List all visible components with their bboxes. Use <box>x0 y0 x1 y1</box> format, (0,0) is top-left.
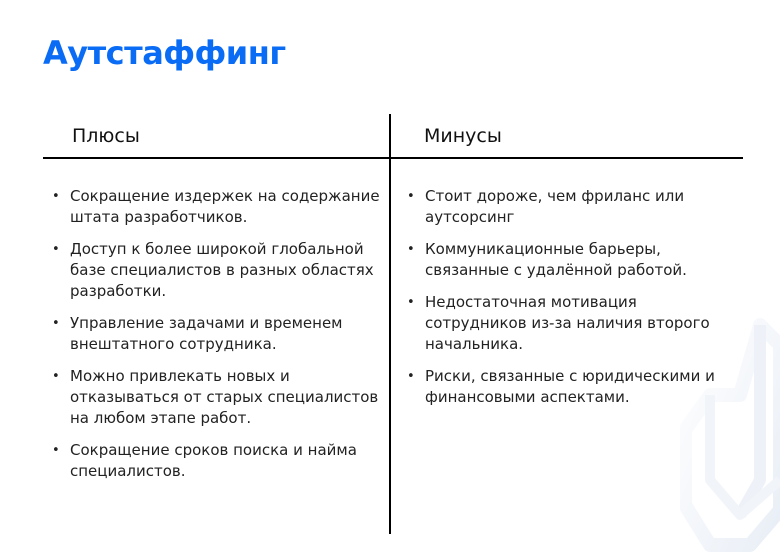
list-item: • Можно привлекать новых и отказываться от старых специалистов на любом этапе работ. <box>52 367 379 427</box>
page-title: Аутстаффинг <box>43 34 286 72</box>
list-item: • Коммуникационные барьеры, связанные с удалённой работой. <box>407 240 687 279</box>
cons-heading: Минусы <box>424 125 502 147</box>
header-divider <box>43 157 743 159</box>
list-item: • Сокращение издержек на содержание штата разработчиков. <box>52 187 380 226</box>
column-divider <box>389 114 391 534</box>
bullet-icon: • <box>407 369 415 384</box>
bullet-icon: • <box>52 316 60 331</box>
list-item: • Стоит дороже, чем фриланс или аутсорсинг <box>407 187 685 226</box>
bullet-icon: • <box>52 242 60 257</box>
bullet-icon: • <box>52 369 60 384</box>
bullet-icon: • <box>407 242 415 257</box>
pros-heading: Плюсы <box>72 125 140 147</box>
bullet-icon: • <box>52 189 60 204</box>
pros-list <box>52 186 382 493</box>
list-item: • Управление задачами и временем внештатного сотрудника. <box>52 314 343 353</box>
cons-list <box>407 186 742 419</box>
list-item: • Недостаточная мотивация сотрудников из-за наличия второго начальника. <box>407 293 710 353</box>
bullet-icon: • <box>52 443 60 458</box>
bullet-icon: • <box>407 295 415 310</box>
bullet-icon: • <box>407 189 415 204</box>
list-item: • Риски, связанные с юридическими и финансовыми аспектами. <box>407 367 715 406</box>
list-item: • Сокращение сроков поиска и найма специалистов. <box>52 441 357 480</box>
list-item: • Доступ к более широкой глобальной базе специалистов в разных областях разработки. <box>52 240 374 300</box>
